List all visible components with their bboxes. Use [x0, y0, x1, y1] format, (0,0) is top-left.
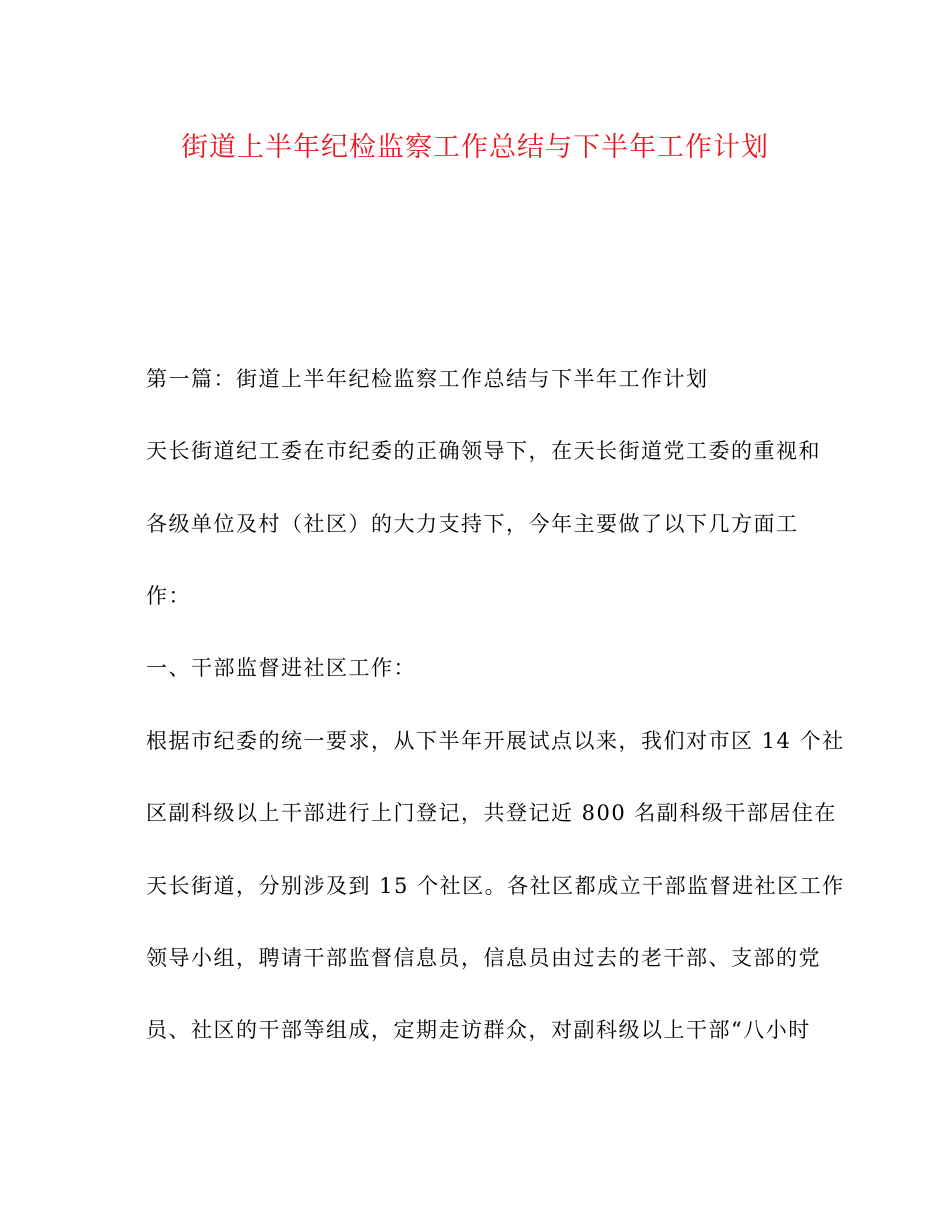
- paragraph-line: 天长街道纪工委在市纪委的正确领导下，在天长街道党工委的重视和: [146, 439, 821, 463]
- paragraph-line: 员、社区的干部等组成，定期走访群众，对副科级以上干部“八小时: [146, 1018, 811, 1042]
- paragraph-line: 区副科级以上干部进行上门登记，共登记近 800 名副科级干部居住在: [146, 801, 837, 825]
- paragraph-line: 作：: [146, 584, 191, 608]
- subsection-heading: 一、干部监督进社区工作：: [146, 656, 416, 680]
- paragraph-line: 各级单位及村（社区）的大力支持下，今年主要做了以下几方面工: [146, 512, 799, 536]
- paragraph-line: 领导小组，聘请干部监督信息员，信息员由过去的老干部、支部的党: [146, 946, 821, 970]
- paragraph-line: 天长街道，分别涉及到 15 个社区。各社区都成立干部监督进社区工作: [146, 874, 845, 898]
- paragraph-line: 根据市纪委的统一要求，从下半年开展试点以来，我们对市区 14 个社: [146, 729, 845, 753]
- section-heading: 第一篇：街道上半年纪检监察工作总结与下半年工作计划: [146, 367, 709, 391]
- document-title: 街道上半年纪检监察工作总结与下半年工作计划: [181, 132, 769, 163]
